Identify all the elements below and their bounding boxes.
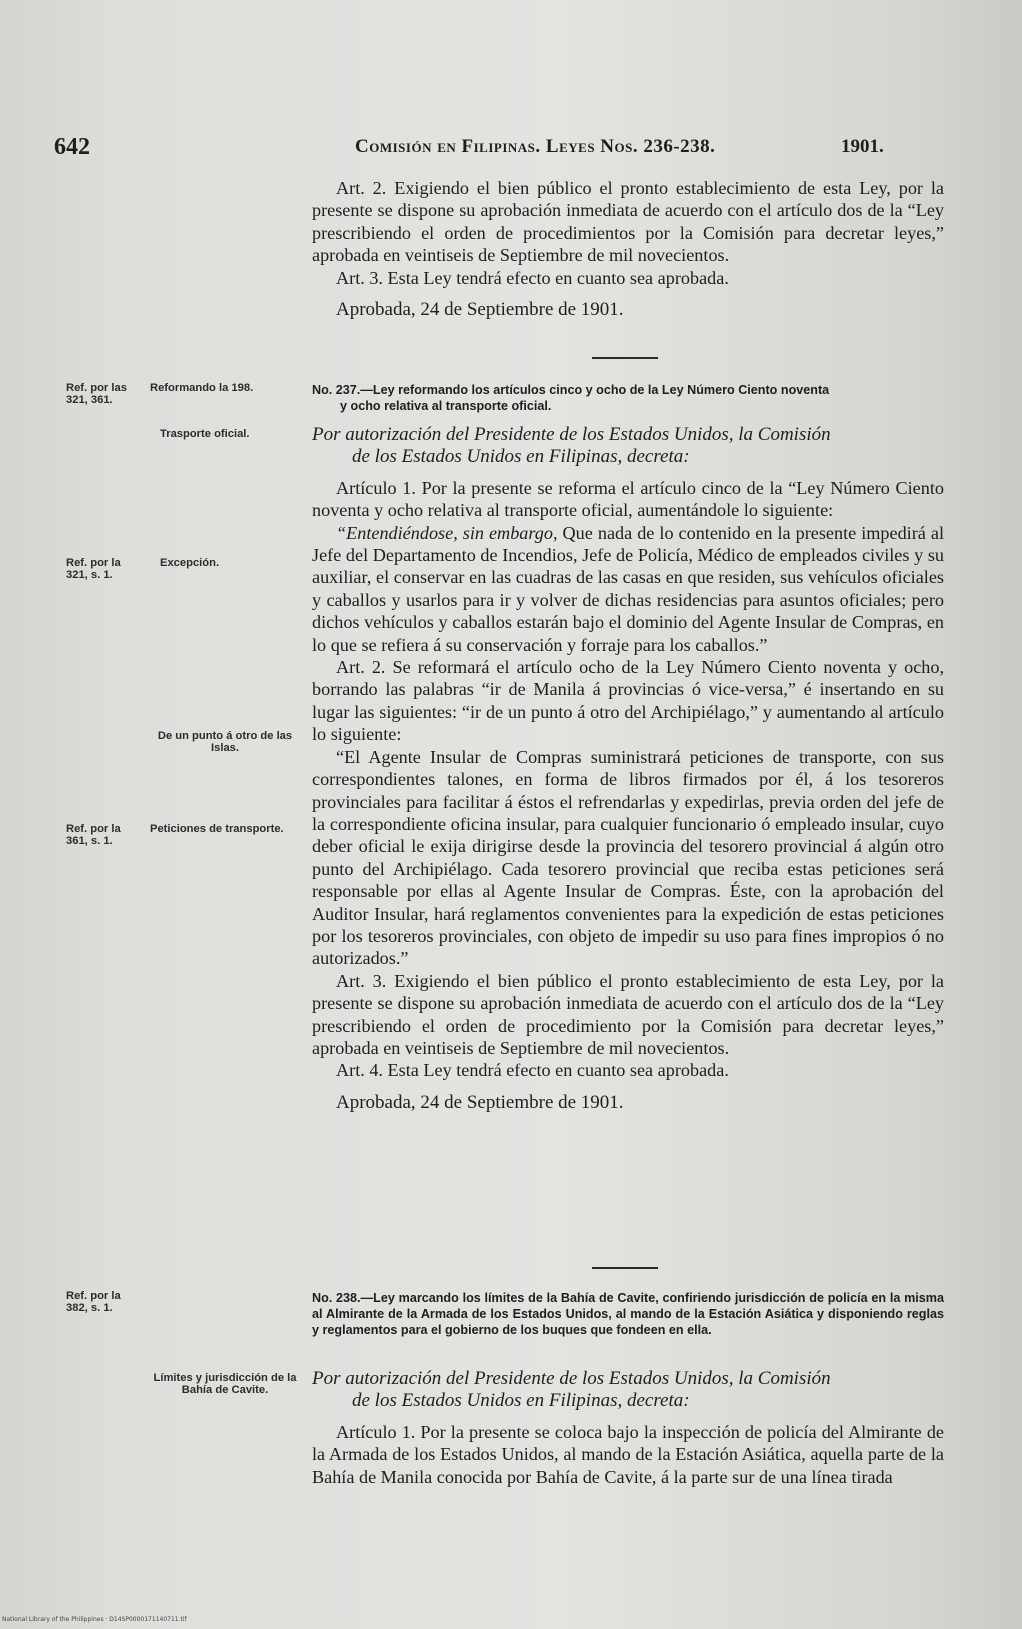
act-237-art-2: Art. 2. Se reformará el artículo ocho de la Ley Número Ciento noventa y ocho, borrando las palabras “ir de Manila á provincias ó vice-versa,” é insertando en su lugar las siguientes: “ir de un punto á otro del Archipiélago,” y aumentando al artículo lo siguiente: [312, 657, 944, 745]
act-237-proviso-text: Que nada de lo contenido en la presente impedirá al Jefe del Departamento de Incendios, Jefe de Policía, Médico de empleados civiles y su auxiliar, el conservar en las cuadras de las casas en que residen, sus vehículos oficiales y caballos y usarlos para ir y volver de dichas residencias para asuntos oficiales; pero dichos vehículos y caballos estarán bajo el dominio del Agente Insular de Compras, en lo que se refiera á su conservación y forraje para los caballos.” [312, 522, 944, 655]
act-238-enacting-line-2: de los Estados Unidos en Filipinas, decreta: [352, 1390, 690, 1412]
act-238-art-1: Artículo 1. Por la presente se coloca bajo la inspección de policía del Almirante de la Armada de los Estados Unidos, al mando de la Estación Asiática, aquella parte de la Bahía de Manila conocida por Bahía de Cavite, á la parte sur de una línea tirada [312, 1421, 944, 1487]
act-237-title-line-1: No. 237.—Ley reformando los artículos cinco y ocho de la Ley Número Ciento noventa [312, 383, 830, 397]
page-header [0, 134, 1022, 166]
section-divider [592, 357, 658, 359]
act-237-enacting-line-2: de los Estados Unidos en Filipinas, decreta: [352, 446, 690, 468]
act-236-approved: Aprobada, 24 de Septiembre de 1901. [336, 299, 624, 321]
act-238-enacting-line-1: Por autorización del Presidente de los Estados Unidos, la Comisión [312, 1368, 831, 1389]
margin-note-ref-321-361: Ref. por las 321, 361. [66, 382, 127, 406]
act-237-art-3: Art. 3. Exigiendo el bien público el pronto establecimiento de esta Ley, por la presente se dispone su aprobación inmediata de acuerdo con el artículo dos de la “Ley prescribiendo el orden de procedimiento por la Comisión para decretar leyes,” aprobada en veintiseis de Septiembre de mil novecientos. [312, 970, 944, 1058]
running-head-year: 1901. [841, 136, 884, 157]
margin-note-ref-382-s1: Ref. por la 382, s. 1. [66, 1290, 121, 1314]
act-237-proviso-lead: “Entendiéndose, sin embargo, [336, 522, 558, 543]
section-divider [592, 1267, 658, 1269]
act-236-tail [312, 177, 944, 321]
margin-note-ref-361-s1: Ref. por la 361, s. 1. [66, 823, 121, 847]
margin-note-excepcion: Excepción. [160, 557, 220, 569]
scan-credit: National Library of the Philippines · D14SP0000171140711.tif [2, 1616, 187, 1623]
running-head: Comisión en Filipinas. Leyes Nos. 236-238. [355, 136, 716, 157]
margin-note-ref-321-s1: Ref. por la 321, s. 1. [66, 557, 121, 581]
act-237-approved: Aprobada, 24 de Septiembre de 1901. [336, 1091, 624, 1113]
act-236-art-3: Art. 3. Esta Ley tendrá efecto en cuanto sea aprobada. [336, 267, 729, 288]
act-237-art-1: Artículo 1. Por la presente se reforma el artículo cinco de la “Ley Número Ciento noventa y ocho relativa al transporte oficial, aumentándole lo siguiente: [312, 477, 944, 521]
act-237-body [312, 424, 944, 1114]
act-238-body [312, 1368, 944, 1488]
margin-note-reformando-198: Reformando la 198. [150, 382, 254, 394]
act-237-art-4: Art. 4. Esta Ley tendrá efecto en cuanto sea aprobada. [336, 1060, 729, 1081]
margin-note-de-un-punto: De un punto á otro de las Islas. [157, 730, 293, 754]
act-236-art-2: Art. 2. Exigiendo el bien público el pronto establecimiento de esta Ley, por la presente se dispone su aprobación inmediata de acuerdo con el artículo dos de la “Ley prescribiendo el orden de procedimientos por la Comisión para decretar leyes,” aprobada en veintiseis de Septiembre de mil novecientos. [312, 178, 944, 266]
act-238-title: No. 238.—Ley marcando los límites de la Bahía de Cavite, confiriendo jurisdicción de policía en la misma al Almirante de la Armada de los Estados Unidos, al mando de la Estación Asiática y disponiendo reglas y reglamentos para el gobierno de los buques que fondeen en ella. [312, 1291, 944, 1337]
act-237-quote: “El Agente Insular de Compras suministrará peticiones de transporte, con sus correspondientes talones, en forma de libros firmados por él, á los tesoreros provinciales para facilitar á éstos el refrendarlas y expedirlas, previa orden del jefe de la correspondiente oficina insular, para cualquier funcionario ó empleado insular, cuyo deber oficial le exija dirigirse desde la provincia del tesorero provincial á algún otro punto del Archipiélago. Cada tesorero provincial que reciba estas peticiones será responsable por ellas al Agente Insular de Compras. Éste, con la aprobación del Auditor Insular, hará reglamentos convenientes para la expedición de estas peticiones por los tesoreros provinciales, con objeto de impedir su uso para fines impropios ó no autorizados.” [312, 746, 944, 969]
act-237-title-line-2: y ocho relativa al transporte oficial. [340, 399, 552, 413]
margin-note-limites: Límites y jurisdicción de la Bahía de Cavite. [153, 1372, 297, 1396]
page-number: 642 [54, 134, 90, 160]
margin-note-transporte-oficial: Trasporte oficial. [160, 428, 250, 440]
act-237-proviso [312, 522, 944, 656]
margin-note-peticiones: Peticiones de transporte. [150, 823, 284, 835]
act-237-title [312, 382, 944, 414]
act-237-enacting-line-1: Por autorización del Presidente de los Estados Unidos, la Comisión [312, 424, 831, 445]
